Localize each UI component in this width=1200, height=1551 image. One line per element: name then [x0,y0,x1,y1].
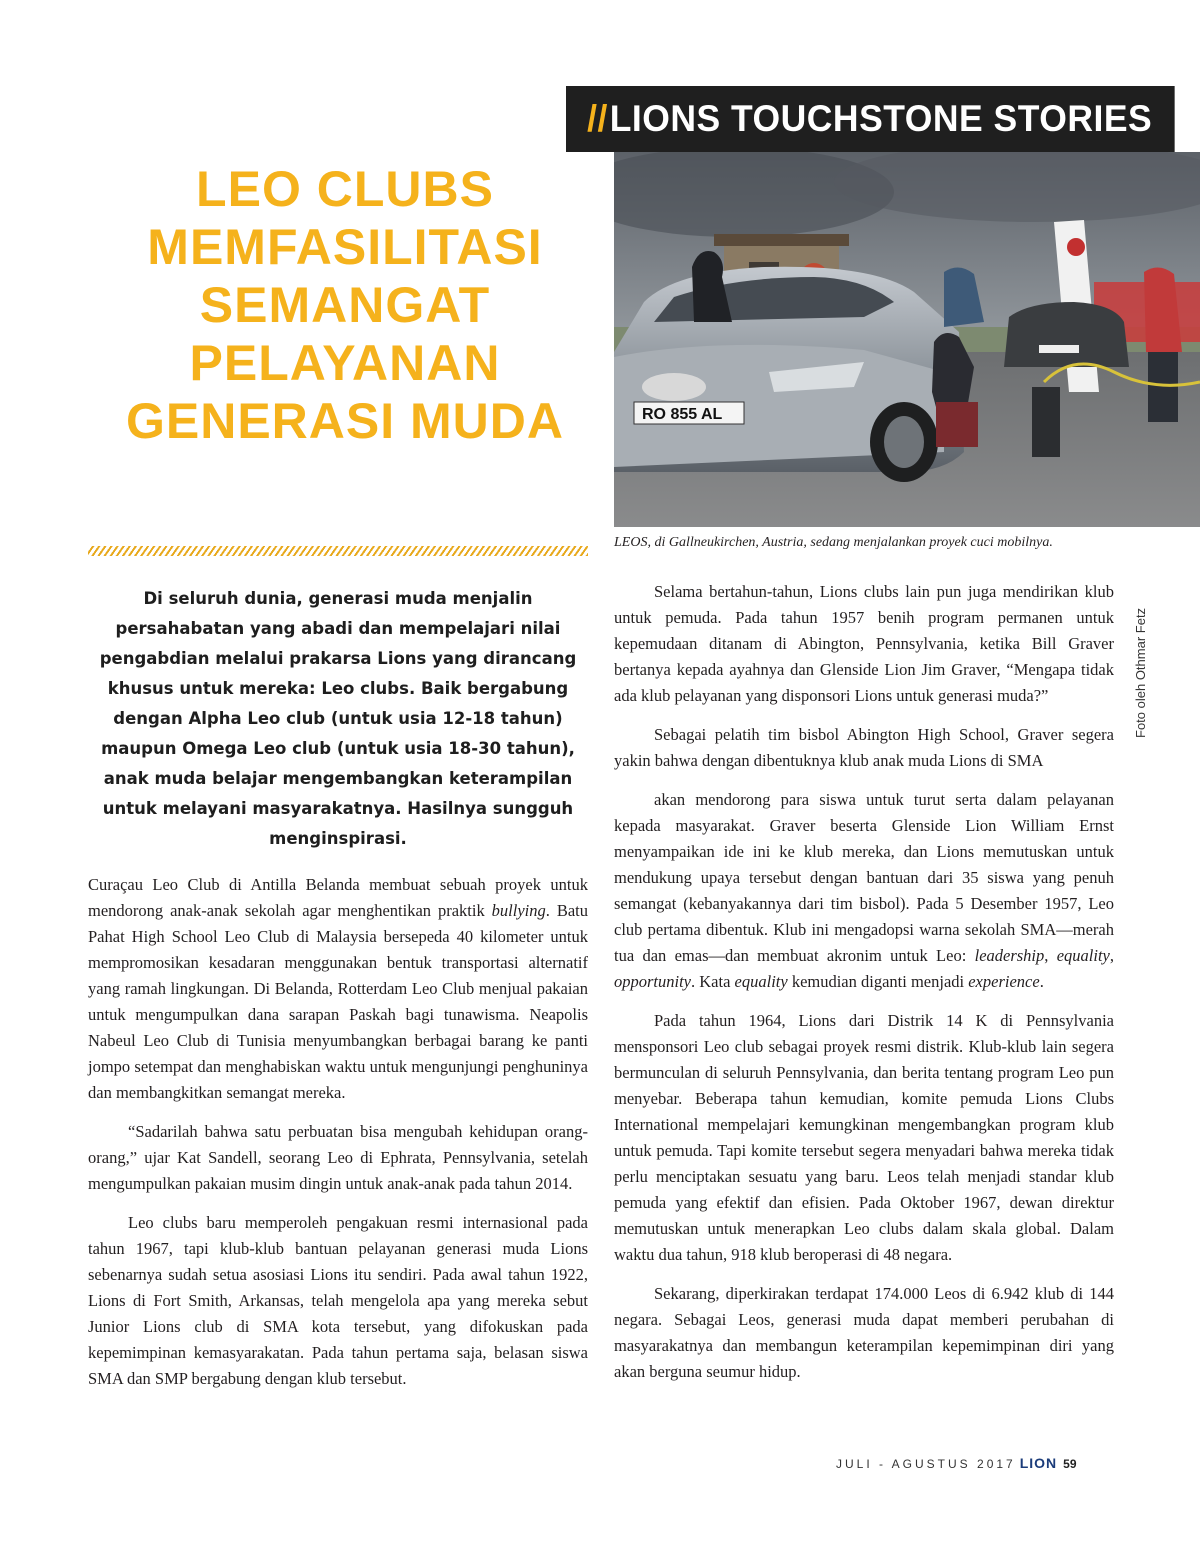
text-run-italic: bullying [491,901,546,920]
headline-line: SEMANGAT [199,277,491,333]
section-banner [566,86,1175,152]
body-paragraph [88,872,588,1106]
license-plate: RO 855 AL [642,406,723,423]
text-run-italic: equality [734,972,788,991]
text-run: akan mendorong para siswa untuk turut serta dalam pelayanan kepada masyarakat. Graver beserta Glenside Lion William Ernst menyampaikan ide ini ke klub mereka, dan Lions memutuskan untuk mendukung upaya tersebut dengan bantuan dari 35 siswa yang penuh semangat (kebanyakannya dari tim bisbol). Pada 5 Desember 1957, Leo club pertama dibentuk. Klub ini mengadopsi warna sekolah SMA—merah tua dan emas—dan membuat akronim untuk Leo: [614,790,1114,965]
text-run: . Kata [691,972,735,991]
body-paragraph: Pada tahun 1964, Lions dari Distrik 14 K di Pennsylvania mensponsori Leo club sebagai proyek resmi distrik. Klub-klub lain segera bermunculan di seluruh Pennsylvania, dan berita tentang program Leo pun menyebar. Beberapa tahun kemudian, komite pemuda Lions Clubs International mempelajari kemungkinan mengembangkan program klub untuk pemuda. Tapi komite tersebut segera menyadari bahwa mereka tidak perlu menciptakan sesuatu yang baru. Leos telah menjadi standar klub pemuda yang efektif dan efisien. Pada Oktober 1967, dewan direktur memutuskan untuk menerapkan Leo clubs dalam skala global. Dalam waktu dua tahun, 918 klub beroperasi di 48 negara. [614,1011,1114,1264]
page-number: 59 [1063,1457,1077,1471]
page-footer [836,1455,1116,1471]
body-paragraph: “Sadarilah bahwa satu perbuatan bisa mengubah kehidupan orang-orang,” ujar Kat Sandell, seorang Leo di Ephrata, Pennsylvania, setelah mengumpulkan pakaian musim dingin untuk anak-anak pada tahun 2014. [88,1122,588,1193]
photo-credit [1133,580,1153,740]
text-run-italic: experience [968,972,1040,991]
left-column [88,872,588,1405]
photo-caption: LEOS, di Gallneukirchen, Austria, sedang menjalankan proyek cuci mobilnya. [614,535,1053,550]
body-paragraph: Selama bertahun-tahun, Lions clubs lain pun juga mendirikan klub untuk pemuda. Pada tahun 1957 benih program permanen untuk kepemudaan ditanam di Abington, Pennsylvania, ketika Bill Graver bertanya kepada ayahnya dan Glenside Lion Jim Graver, “Mengapa tidak ada klub pelayanan yang disponsori Lions untuk generasi muda?” [614,582,1114,705]
issue-date: JULI - AGUSTUS 2017 [836,1457,1016,1471]
text-run-italic: opportunity [614,972,691,991]
article-headline [80,160,610,450]
magazine-name: LION [1019,1455,1058,1471]
banner-title: LIONS TOUCHSTONE STORIES [609,98,1153,139]
right-column [614,579,1114,1398]
text-run: , [1109,946,1114,965]
text-run: , [1044,946,1057,965]
body-paragraph: Sebagai pelatih tim bisbol Abington High School, Graver segera yakin bahwa dengan dibentuknya klub anak muda Lions di SMA [614,725,1114,770]
text-run-italic: equality [1056,946,1110,965]
headline-line: GENERASI MUDA [125,393,565,449]
decorative-divider [88,546,588,556]
headline-line: PELAYANAN [189,335,501,391]
photo-credit-text: Foto oleh Othmar Fetz [1133,607,1148,738]
body-paragraph: Sekarang, diperkirakan terdapat 174.000 Leos di 6.942 klub di 144 negara. Sebagai Leos, generasi muda dapat memberi perubahan di masyarakatnya dan membangun keterampilan kepemimpinan diri yang akan berguna seumur hidup. [614,1284,1114,1381]
headline-line: LEO CLUBS [196,161,494,217]
body-paragraph: Leo clubs baru memperoleh pengakuan resmi internasional pada tahun 1967, tapi klub-klub bantuan pelayanan generasi muda Lions sebenarnya sudah setua asosiasi Lions itu sendiri. Pada awal tahun 1922, Lions di Fort Smith, Arkansas, telah mengelola apa yang mereka sebut Junior Lions club di SMA kota tersebut, yang difokuskan pada kepemimpinan kemasyarakatan. Pada tahun pertama saja, belasan siswa SMA dan SMP bergabung dengan klub tersebut. [88,1213,588,1388]
banner-slashes: // [587,98,608,139]
headline-line: MEMFASILITASI [147,219,543,275]
text-run: . [1039,972,1044,991]
car-wash-photo [614,152,1200,527]
body-paragraph [614,787,1114,995]
text-run: . Batu Pahat High School Leo Club di Malaysia bersepeda 40 kilometer untuk mempromosikan kesadaran menggunakan bentuk transportasi alternatif yang ramah lingkungan. Di Belanda, Rotterdam Leo Club menjual pakaian untuk mengumpulkan dana sarapan Paskah bagi tunawisma. Neapolis Nabeul Leo Club di Tunisia menyumbangkan berbagai barang ke panti jompo setempat dan menghabiskan waktu untuk mengunjungi penghuninya dan membangkitkan semangat mereka. [88,901,588,1102]
text-run: Curaçau Leo Club di Antilla Belanda membuat sebuah proyek untuk mendorong anak-anak sekolah agar menghentikan praktik [88,875,588,920]
text-run-italic: leadership [974,946,1045,965]
intro-paragraph: Di seluruh dunia, generasi muda menjalin persahabatan yang abadi dan mempelajari nilai pengabdian melalui prakarsa Lions yang dirancang khusus untuk mereka: Leo clubs. Baik bergabung dengan Alpha Leo club (untuk usia 12-18 tahun) maupun Omega Leo club (untuk usia 18-30 tahun), anak muda belajar mengembangkan keterampilan untuk melayani masyarakatnya. Hasilnya sungguh menginspirasi. [99,589,577,848]
text-run: kemudian diganti menjadi [787,972,969,991]
